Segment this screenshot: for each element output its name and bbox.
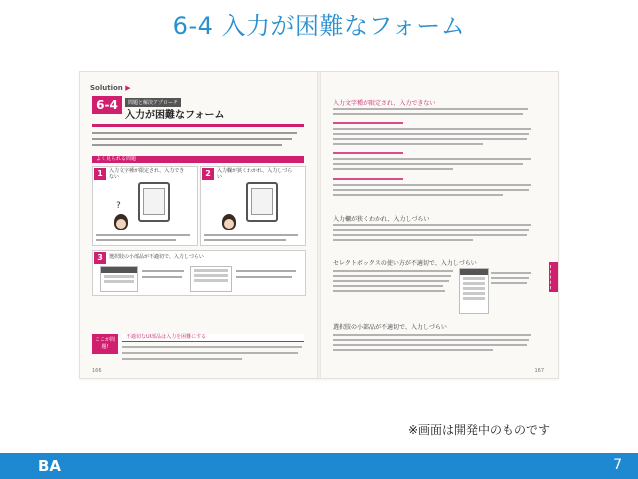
book-left-page — [80, 72, 319, 378]
body-text-line — [333, 194, 503, 196]
section-number: 6-4 — [92, 96, 122, 114]
example-note-line — [96, 239, 176, 241]
mini-radio-illustration — [190, 266, 232, 292]
device-illustration — [246, 182, 278, 222]
screen-note: ※画面は開発中のものです — [408, 423, 551, 437]
person-illustration — [114, 214, 128, 230]
solution-tag: Solution ▶ — [90, 84, 131, 92]
right-subheading-3: セレクトボックスの使い方が不適切で、入力しづらい — [333, 260, 477, 267]
body-text-line — [333, 108, 528, 110]
body-text-line — [333, 349, 493, 351]
body-text-line — [333, 234, 527, 236]
figure-caption-line — [491, 282, 527, 284]
body-text-line — [333, 285, 443, 287]
body-text-line — [122, 358, 242, 360]
pink-label-line — [333, 152, 403, 154]
right-subheading-2: 入力欄が狭くわかれ、入力しづらい — [333, 216, 430, 223]
example-note-line — [96, 234, 190, 236]
body-text-line — [333, 229, 529, 231]
body-text-line — [333, 290, 445, 292]
body-text-line — [333, 138, 527, 140]
example-caption-2: 入力欄が狭くわかれ、入力しづらい — [217, 168, 293, 180]
body-text-line — [333, 133, 529, 135]
pink-label-line — [333, 178, 403, 180]
page-heading: 入力が困難なフォーム — [125, 110, 225, 121]
heading-rule — [92, 124, 304, 127]
intro-text-line — [92, 132, 297, 134]
body-text-line — [333, 189, 529, 191]
example-number-2: 2 — [202, 168, 214, 180]
book-right-page — [319, 72, 558, 378]
example-note-line — [142, 276, 182, 278]
left-page-number: 166 — [92, 368, 102, 374]
body-text-line — [122, 346, 302, 348]
body-text-line — [333, 143, 483, 145]
question-mark: ? — [116, 201, 121, 211]
footer-bar — [0, 453, 638, 479]
body-text-line — [333, 339, 529, 341]
example-caption-3: 選択肢の小部品が不適切で、入力しづらい — [109, 254, 204, 260]
slide-title: 6-4 入力が困難なフォーム — [172, 12, 466, 40]
solution-title: 不適切なUI部品は入力を困難にする — [122, 334, 304, 342]
select-list-illustration — [459, 268, 489, 314]
body-text-line — [333, 184, 531, 186]
example-number-3: 3 — [94, 252, 106, 264]
body-text-line — [333, 128, 531, 130]
chapter-label: 問題と解決アプローチ — [125, 98, 181, 107]
body-text-line — [333, 270, 453, 272]
example-note-line — [236, 276, 292, 278]
intro-text-line — [92, 144, 282, 146]
figure-caption-line — [491, 277, 529, 279]
intro-text-line — [92, 138, 292, 140]
body-text-line — [333, 163, 523, 165]
example-note-line — [204, 234, 298, 236]
body-text-line — [333, 280, 449, 282]
figure-caption-line — [491, 272, 531, 274]
right-page-number: 167 — [534, 368, 544, 374]
right-subheading-4: 選択肢の小部品が不適切で、入力しづらい — [333, 324, 447, 331]
mini-select-illustration — [100, 266, 138, 292]
pink-label-line — [333, 122, 403, 124]
body-text-line — [333, 344, 527, 346]
body-text-line — [333, 334, 531, 336]
example-number-1: 1 — [94, 168, 106, 180]
body-text-line — [333, 224, 531, 226]
slide-page-number: 7 — [613, 457, 622, 473]
right-subheading-1: 入力文字種が限定され、入力できない — [333, 100, 436, 107]
body-text-line — [122, 352, 298, 354]
person-illustration — [222, 214, 236, 230]
book-spread-image — [80, 72, 558, 378]
body-text-line — [333, 168, 453, 170]
chapter-side-tab — [549, 262, 558, 292]
problem-label-box: ここが問題! — [92, 334, 118, 354]
body-text-line — [333, 275, 451, 277]
example-note-line — [236, 270, 296, 272]
example-note-line — [142, 270, 184, 272]
device-illustration — [138, 182, 170, 222]
example-note-line — [204, 239, 286, 241]
body-text-line — [333, 113, 523, 115]
body-text-line — [333, 239, 473, 241]
footer-brand: BA — [38, 457, 62, 475]
problem-section-bar: よく見られる問題 — [92, 156, 304, 163]
body-text-line — [333, 158, 531, 160]
example-caption-1: 入力文字種が限定され、入力できない — [109, 168, 185, 180]
